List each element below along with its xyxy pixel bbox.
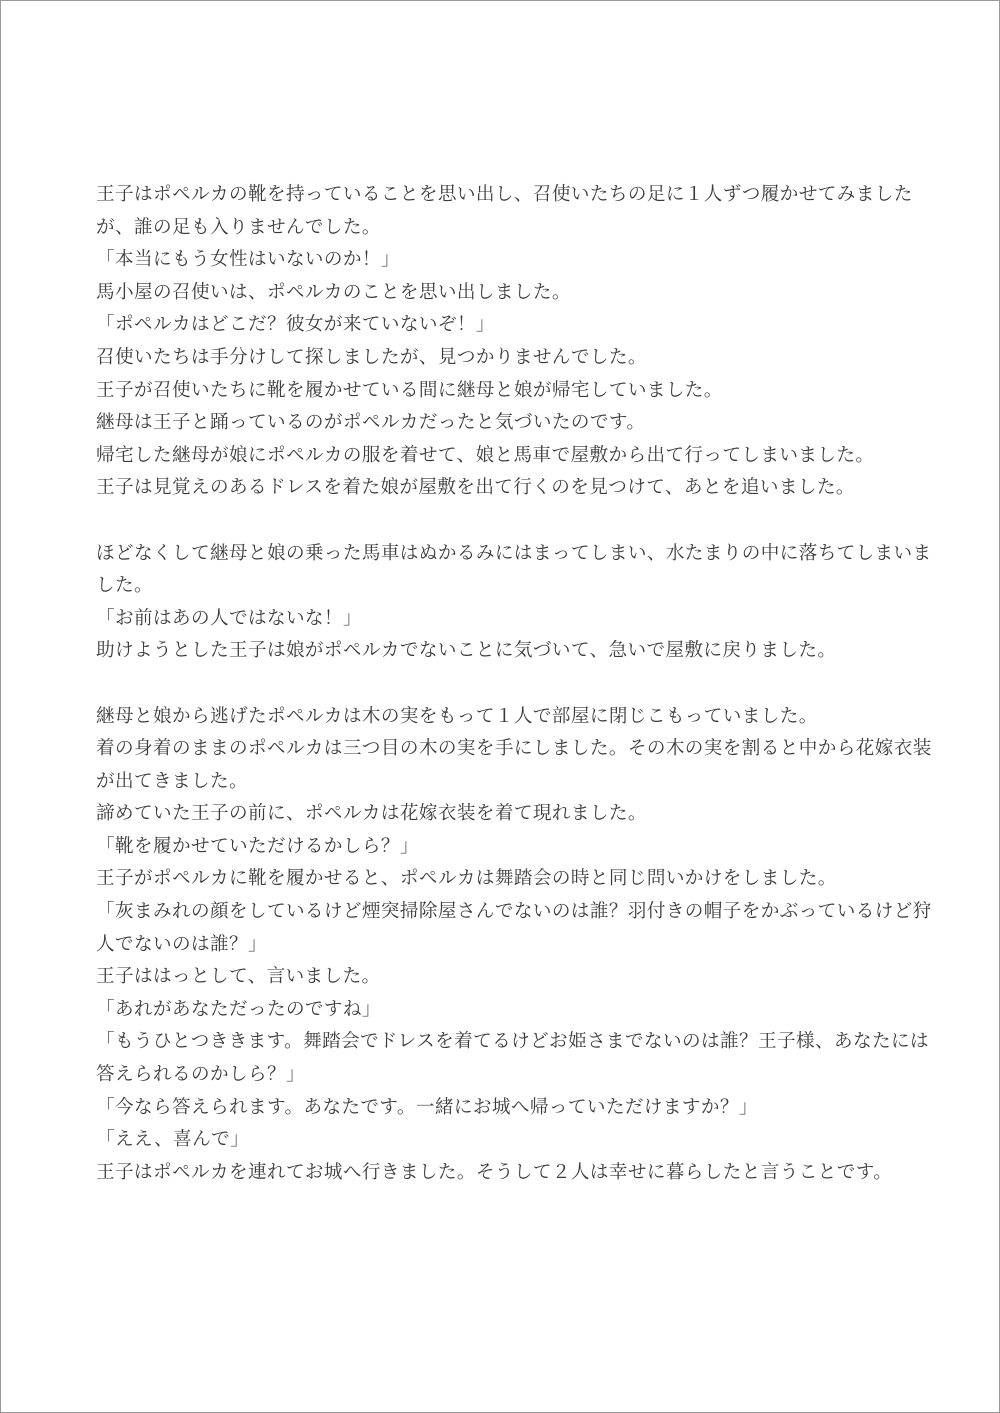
text-line: 「灰まみれの顔をしているけど煙突掃除屋さんでないのは誰？羽付きの帽子をかぶっているけど狩人でないのは誰？」	[96, 901, 932, 955]
text-line: 召使いたちは手分けして探しましたが、見つかりませんでした。	[96, 346, 647, 368]
text-line: 継母は王子と踊っているのがポペルカだったと気づいたのです。	[96, 412, 646, 434]
text-line: 「あれがあなただったのですね」	[96, 998, 381, 1020]
text-line: 助けようとした王子は娘がポペルカでないことに気づいて、急いで屋敷に戻りました。	[96, 640, 837, 662]
text-line: 「ええ、喜んで」	[96, 1129, 250, 1151]
text-line: 帰宅した継母が娘にポペルカの服を着せて、娘と馬車で屋敷から出て行ってしまいました。	[96, 444, 875, 466]
text-line: 「ポペルカはどこだ？彼女が来ていないぞ！」	[96, 314, 495, 336]
text-line: 「靴を履かせていただけるかしら？」	[96, 835, 419, 857]
text-line: 継母と娘から逃げたポペルカは木の実をもって１人で部屋に閉じこもっていました。	[96, 705, 818, 727]
text-line: 王子ははっとして、言いました。	[96, 966, 381, 988]
text-line: 「お前はあの人ではないな！」	[96, 607, 362, 629]
text-line: 着の身着のままのポペルカは三つ目の木の実を手にしました。その木の実を割ると中から花嫁衣装が出てきました。	[96, 738, 932, 792]
text-line: 馬小屋の召使いは、ポペルカのことを思い出しました。	[96, 281, 571, 303]
story-text	[96, 179, 936, 1189]
text-line: 「本当にもう女性はいないのか！」	[96, 249, 400, 271]
paragraph-2	[96, 538, 936, 668]
paragraph-1	[96, 179, 936, 505]
text-line: 王子がポペルカに靴を履かせると、ポペルカは舞踏会の時と同じ問いかけをしました。	[96, 868, 837, 890]
text-line: 王子は見覚えのあるドレスを着た娘が屋敷を出て行くのを見つけて、あとを追いました。	[96, 477, 855, 499]
text-line: 王子はポペルカの靴を持っていることを思い出し、召使いたちの足に１人ずつ履かせてみましたが、誰の足も入りませんでした。	[96, 184, 913, 238]
text-line: 王子が召使いたちに靴を履かせている間に継母と娘が帰宅していました。	[96, 379, 723, 401]
text-line: 「もうひとつききます。舞踏会でドレスを着てるけどお姫さまでないのは誰？王子様、あなたには答えられるのかしら？」	[96, 1031, 929, 1086]
text-line: ほどなくして継母と娘の乗った馬車はぬかるみにはまってしまい、水たまりの中に落ちてしまいました。	[96, 542, 932, 597]
paragraph-3	[96, 701, 936, 1190]
text-line: 諦めていた王子の前に、ポペルカは花嫁衣装を着て現れました。	[96, 803, 647, 825]
text-line: 王子はポペルカを連れてお城へ行きました。そうして２人は幸せに暮らしたと言うことです。	[96, 1161, 893, 1183]
text-line: 「今なら答えられます。あなたです。一緒にお城へ帰っていただけますか？」	[96, 1096, 758, 1118]
